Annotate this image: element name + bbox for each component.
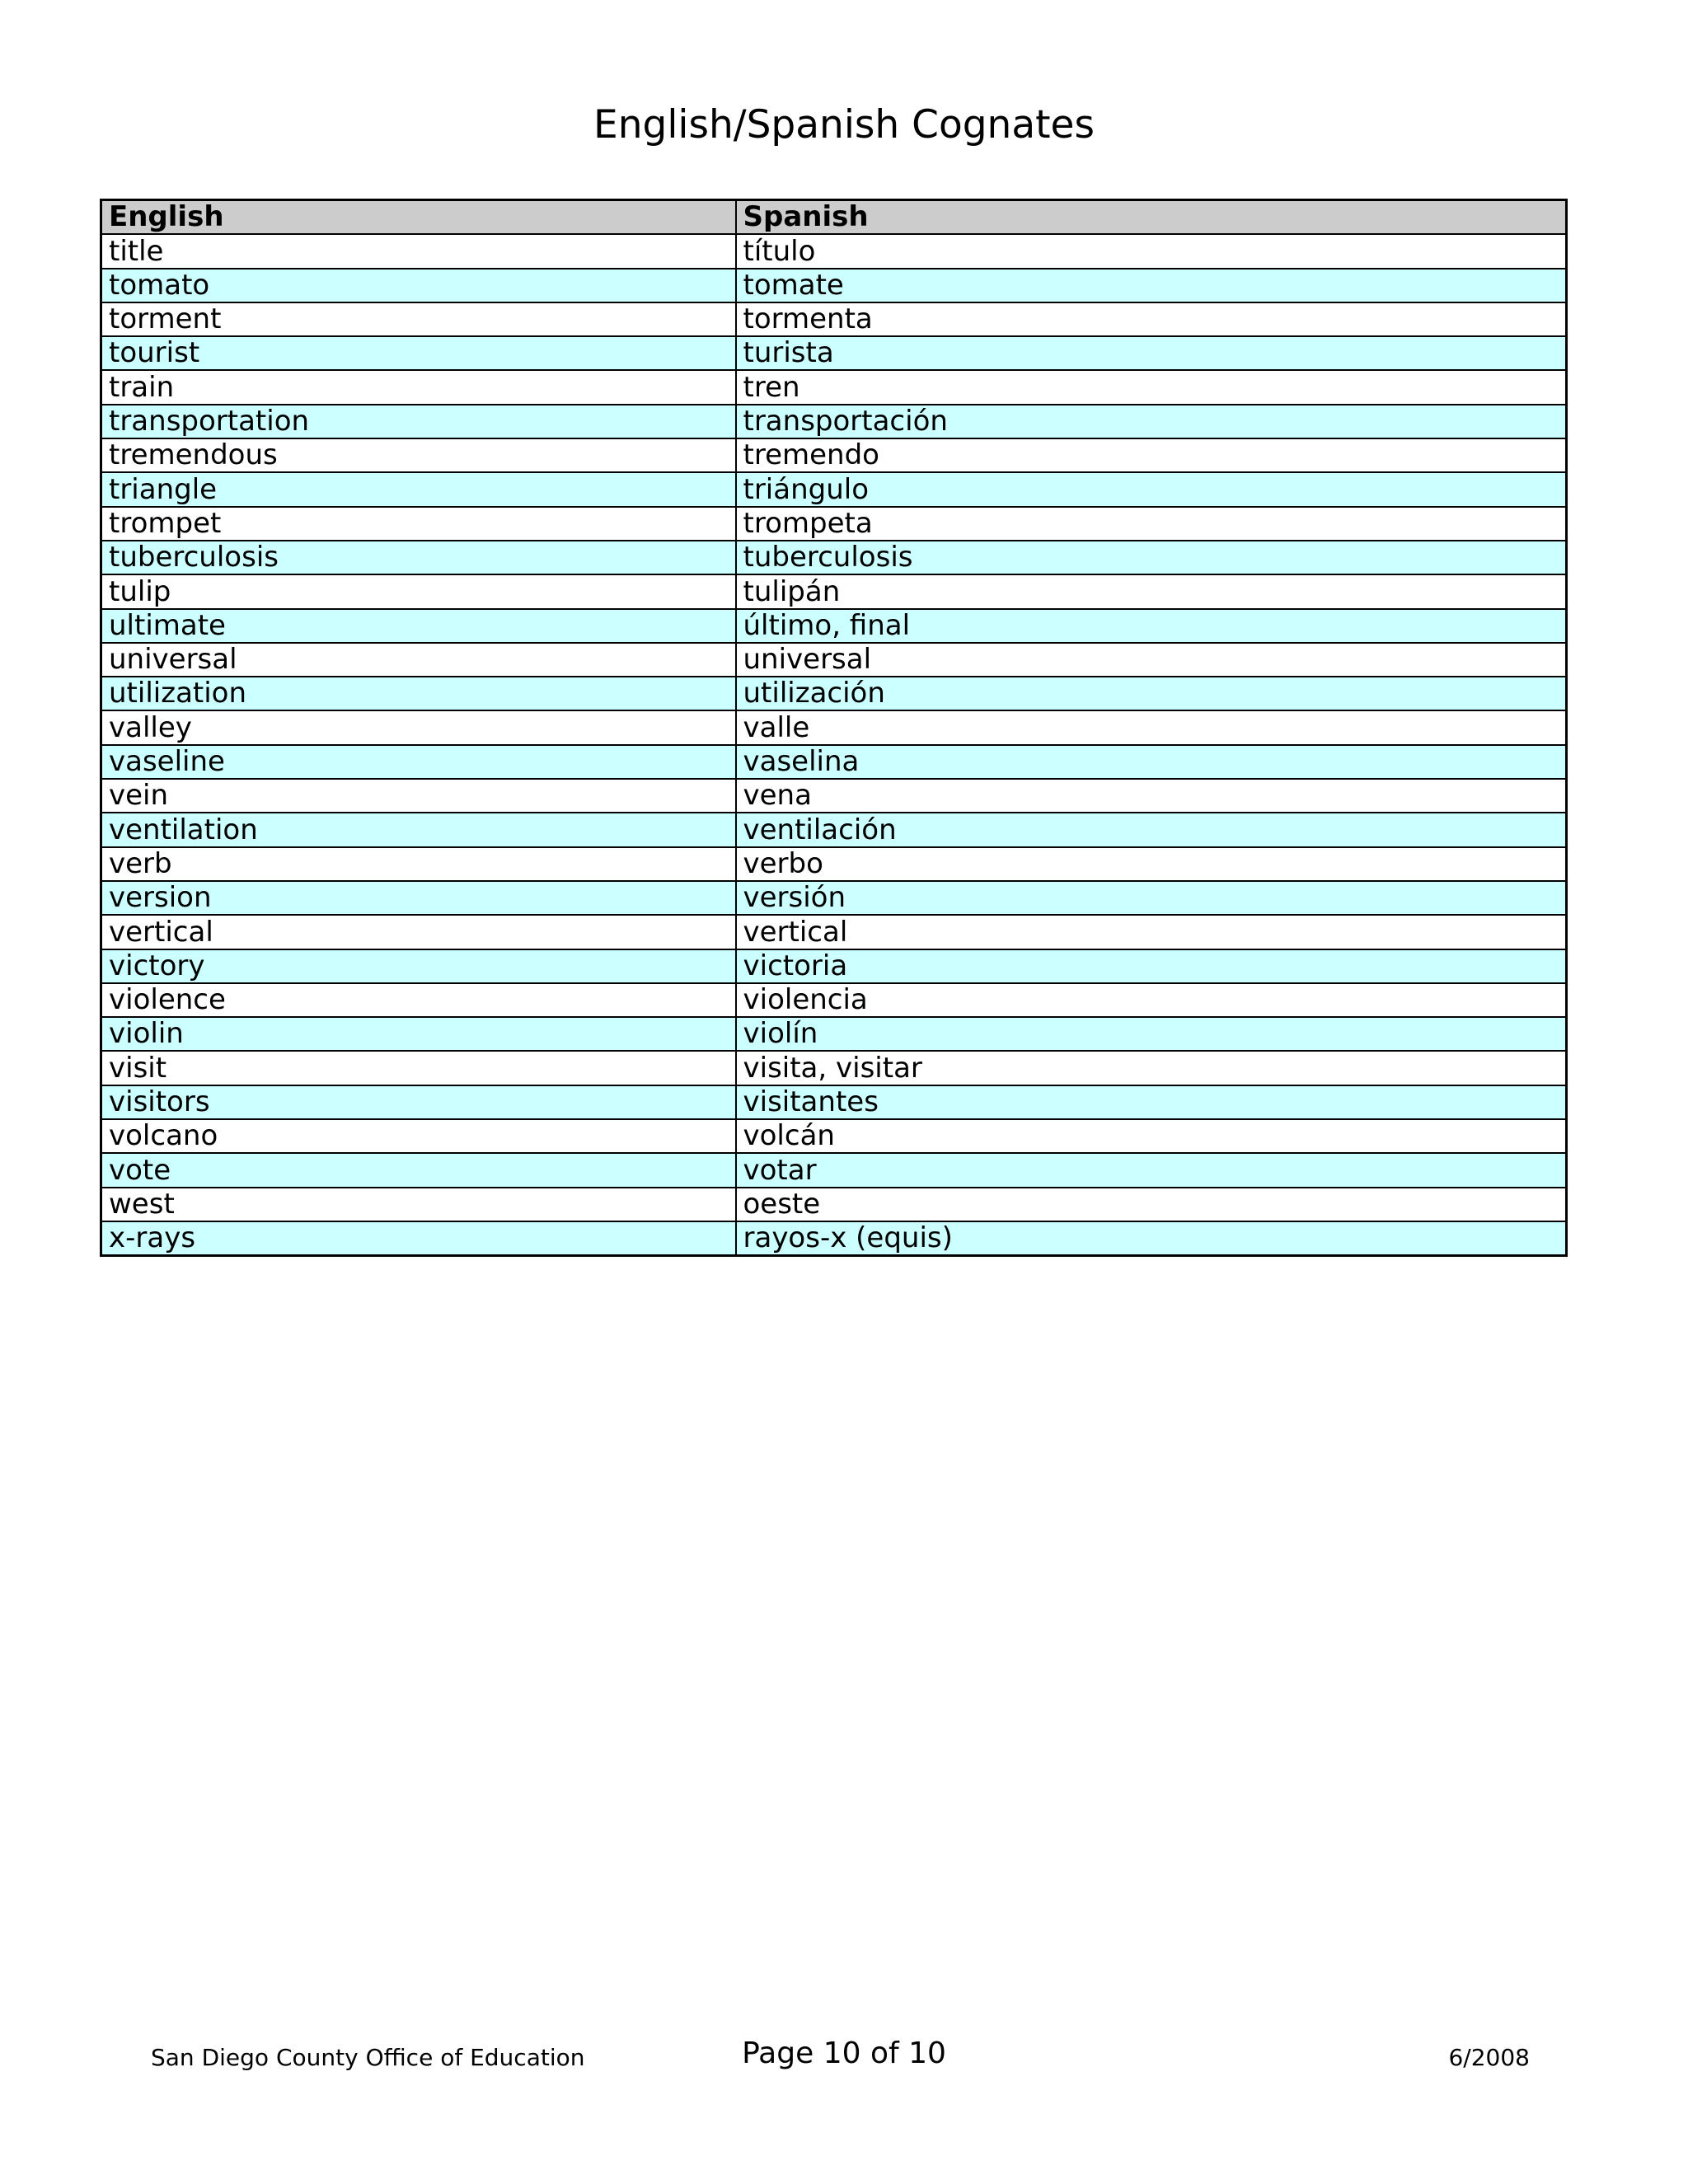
table-row (101, 915, 1567, 949)
spanish-cell: rayos-x (equis) (736, 1221, 1567, 1256)
footer-organization: San Diego County Office of Education (151, 2044, 585, 2071)
footer-page-number: Page 10 of 10 (742, 2036, 946, 2070)
english-cell: torment (101, 302, 736, 336)
table-row (101, 813, 1567, 846)
spanish-cell: tomate (736, 269, 1567, 302)
english-cell: vaseline (101, 745, 736, 779)
table-row (101, 269, 1567, 302)
table-row (101, 336, 1567, 370)
english-cell: vertical (101, 915, 736, 949)
spanish-cell: tulipán (736, 574, 1567, 608)
english-cell: visitors (101, 1085, 736, 1119)
table-body (101, 234, 1567, 1255)
english-cell: victory (101, 949, 736, 983)
spanish-cell: trompeta (736, 507, 1567, 541)
table-row (101, 847, 1567, 881)
spanish-cell: tormenta (736, 302, 1567, 336)
english-cell: utilization (101, 677, 736, 710)
english-cell: violence (101, 983, 736, 1017)
english-cell: tourist (101, 336, 736, 370)
spanish-cell: título (736, 234, 1567, 268)
english-cell: tulip (101, 574, 736, 608)
table-row (101, 949, 1567, 983)
english-cell: volcano (101, 1119, 736, 1153)
spanish-cell: turista (736, 336, 1567, 370)
english-cell: tuberculosis (101, 541, 736, 574)
table-row (101, 677, 1567, 710)
table-row (101, 507, 1567, 541)
spanish-cell: visita, visitar (736, 1051, 1567, 1085)
spanish-cell: volcán (736, 1119, 1567, 1153)
english-cell: vote (101, 1153, 736, 1187)
table-row (101, 983, 1567, 1017)
table-row (101, 541, 1567, 574)
spanish-cell: utilización (736, 677, 1567, 710)
english-cell: visit (101, 1051, 736, 1085)
table-row (101, 745, 1567, 779)
table-row (101, 438, 1567, 472)
english-cell: transportation (101, 405, 736, 438)
english-cell: tomato (101, 269, 736, 302)
spanish-cell: vaselina (736, 745, 1567, 779)
spanish-cell: violín (736, 1017, 1567, 1051)
spanish-cell: vena (736, 779, 1567, 813)
spanish-cell: tren (736, 370, 1567, 404)
table-row (101, 1221, 1567, 1256)
table-row (101, 710, 1567, 744)
table-row (101, 779, 1567, 813)
spanish-cell: tremendo (736, 438, 1567, 472)
spanish-cell: triángulo (736, 472, 1567, 506)
table-row (101, 643, 1567, 677)
spanish-cell: último, final (736, 609, 1567, 643)
english-cell: train (101, 370, 736, 404)
english-cell: title (101, 234, 736, 268)
english-cell: trompet (101, 507, 736, 541)
page-footer (0, 2036, 1688, 2077)
column-header-spanish: Spanish (736, 200, 1567, 235)
table-row (101, 302, 1567, 336)
spanish-cell: tuberculosis (736, 541, 1567, 574)
cognates-table (100, 199, 1568, 1257)
spanish-cell: violencia (736, 983, 1567, 1017)
english-cell: vein (101, 779, 736, 813)
table-row (101, 1188, 1567, 1221)
table-row (101, 609, 1567, 643)
english-cell: version (101, 881, 736, 915)
english-cell: valley (101, 710, 736, 744)
table-row (101, 1153, 1567, 1187)
spanish-cell: transportación (736, 405, 1567, 438)
spanish-cell: votar (736, 1153, 1567, 1187)
table-row (101, 1051, 1567, 1085)
table-row (101, 1085, 1567, 1119)
table-row (101, 881, 1567, 915)
english-cell: triangle (101, 472, 736, 506)
english-cell: x-rays (101, 1221, 736, 1256)
table-row (101, 1017, 1567, 1051)
spanish-cell: verbo (736, 847, 1567, 881)
english-cell: universal (101, 643, 736, 677)
english-cell: violin (101, 1017, 736, 1051)
spanish-cell: versión (736, 881, 1567, 915)
spanish-cell: ventilación (736, 813, 1567, 846)
english-cell: ventilation (101, 813, 736, 846)
table-row (101, 234, 1567, 268)
spanish-cell: victoria (736, 949, 1567, 983)
spanish-cell: valle (736, 710, 1567, 744)
table-row (101, 370, 1567, 404)
spanish-cell: universal (736, 643, 1567, 677)
spanish-cell: oeste (736, 1188, 1567, 1221)
table-row (101, 1119, 1567, 1153)
table-row (101, 574, 1567, 608)
page-title: English/Spanish Cognates (593, 102, 1095, 148)
english-cell: tremendous (101, 438, 736, 472)
table-row (101, 472, 1567, 506)
footer-date: 6/2008 (1448, 2044, 1530, 2071)
spanish-cell: vertical (736, 915, 1567, 949)
table-row (101, 405, 1567, 438)
english-cell: verb (101, 847, 736, 881)
column-header-english: English (101, 200, 736, 235)
english-cell: ultimate (101, 609, 736, 643)
spanish-cell: visitantes (736, 1085, 1567, 1119)
table-header-row (101, 200, 1567, 235)
english-cell: west (101, 1188, 736, 1221)
